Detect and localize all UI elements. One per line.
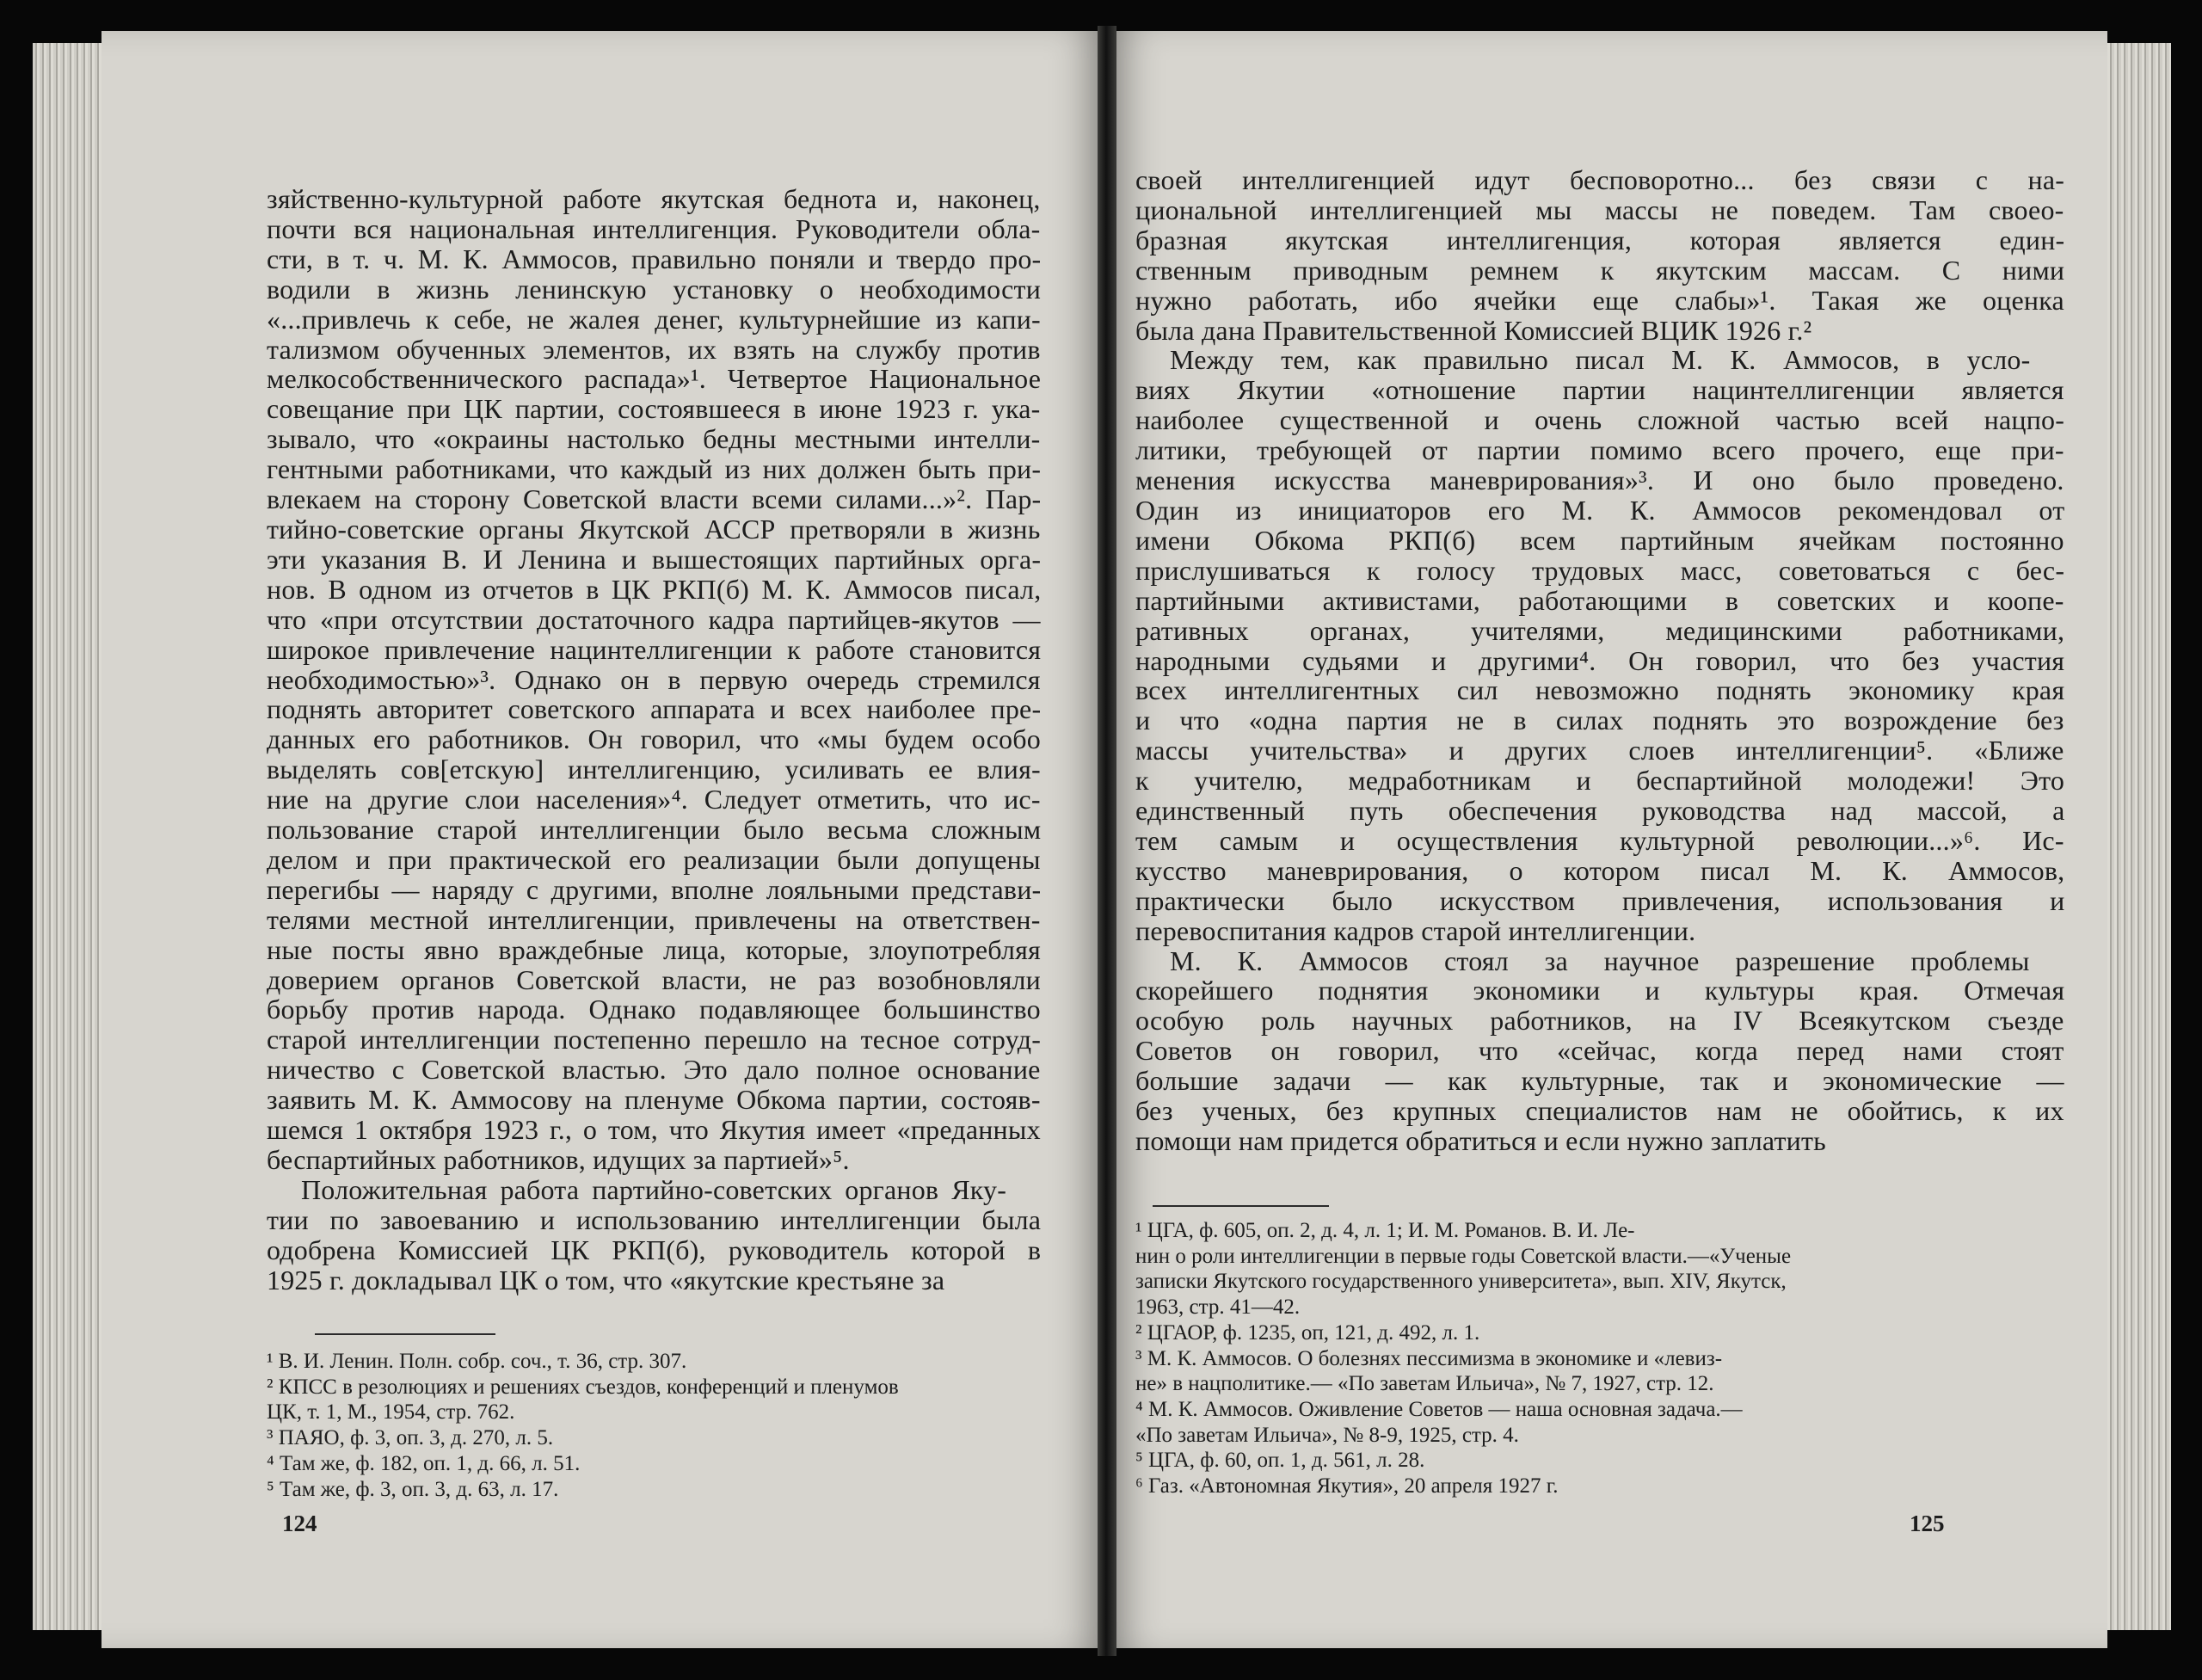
footnote-line: 1963, стр. 41—42.	[1135, 1295, 1301, 1320]
text-line: менения искусства маневрирования»³. И оно было проведено.	[1135, 465, 2064, 496]
footnote-line: ² ЦГАОР, ф. 1235, оп, 121, д. 492, л. 1.	[1135, 1320, 1480, 1345]
text-line: почти вся национальная интеллигенция. Руководители обла-	[267, 212, 1041, 244]
footnote-line: ¹ В. И. Ленин. Полн. собр. соч., т. 36, стр. 307.	[267, 1350, 687, 1373]
text-line: Между тем, как правильно писал М. К. Аммосов, в усло-	[1170, 344, 2031, 376]
page-125	[1110, 31, 2107, 1648]
text-line: литики, требующей от партии помимо всего прочего, еще при-	[1135, 434, 2064, 466]
text-line: Один из инициаторов его М. К. Аммосов рекомендовал от	[1135, 494, 2065, 526]
text-line: зяйственно-культурной работе якутская беднота и, наконец,	[267, 183, 1041, 214]
text-line: борьбу против народа. Однако подавляющее большинство	[267, 994, 1041, 1025]
text-line: своей интеллигенцией идут бесповоротно... без связи с на-	[1135, 164, 2065, 195]
text-line: ние на другие слои населения»⁴. Следует отметить, что ис-	[267, 784, 1041, 815]
text-line: кусство маневрирования, о котором писал М. К. Аммосов,	[1135, 854, 2065, 886]
right-footnote-rule	[1153, 1205, 1329, 1207]
footnote-line: записки Якутского государственного университета», вып. XIV, Якутск,	[1135, 1270, 1787, 1294]
text-line: ственным приводным ремнем к якутским массам. С ними	[1135, 254, 2065, 286]
text-line: тии по завоеванию и использованию интеллигенции была	[267, 1203, 1042, 1235]
footnote-line: ЦК, т. 1, М., 1954, стр. 762.	[267, 1400, 515, 1425]
text-line: прислушиваться к голосу трудовых масс, советоваться с бес-	[1135, 554, 2065, 586]
text-line: партийными активистами, работающими в советских и коопе-	[1135, 584, 2064, 616]
footnote-line: нин о роли интеллигенции в первые годы Советской власти.—«Ученые	[1135, 1244, 1792, 1268]
text-line: пользование старой интеллигенции было весьма сложным	[267, 814, 1042, 846]
text-line: «...привлечь к себе, не жалея денег, культурнейшие из капи-	[267, 303, 1041, 335]
text-line: гентными работниками, что каждый из них должен быть при-	[267, 453, 1042, 485]
footnote-line: ⁵ Там же, ф. 3, оп. 3, д. 63, л. 17.	[267, 1477, 559, 1501]
left-footnotes	[267, 1349, 899, 1502]
text-line: ничество с Советской властью. Это дало полное основание	[267, 1054, 1041, 1086]
text-line: ративных органах, учителями, медицинскими работниками,	[1135, 614, 2065, 646]
text-line: наиболее существенной и очень сложной частью всей нацпо-	[1135, 404, 2065, 436]
text-line: к учителю, медработникам и беспартийной молодежи! Это	[1135, 765, 2065, 797]
text-line: доверием органов Советской власти, не раз возобновляли	[267, 963, 1042, 995]
text-line: особую роль научных работников, на IV Всеякутском съезде	[1135, 1005, 2064, 1037]
text-line: и что «одна партия не в силах поднять это возрождение без	[1135, 705, 2064, 736]
text-line: перегибы — наряду с другими, вполне лояльными представи-	[267, 873, 1042, 905]
book-gutter	[1098, 26, 1116, 1656]
text-line: 1925 г. докладывал ЦК о том, что «якутские крестьяне за	[267, 1264, 945, 1295]
text-line: ные посты явно враждебные лица, которые, злоупотребляя	[267, 933, 1041, 965]
footnote-line: ¹ ЦГА, ф. 605, оп. 2, д. 4, л. 1; И. М. Романов. В. И. Ле-	[1135, 1219, 1635, 1242]
text-line: старой интеллигенции постепенно перешло на тесное сотруд-	[267, 1024, 1042, 1055]
text-line: тийно-советские органы Якутской АССР претворяли в жизнь	[267, 513, 1041, 545]
right-body-text	[1135, 165, 2064, 1156]
footnote-line: ³ ПАЯО, ф. 3, оп. 3, д. 270, л. 5.	[267, 1426, 554, 1450]
text-line: поднять авторитет советского аппарата и всех наиболее пре-	[267, 693, 1042, 725]
text-line: шемся 1 октября 1923 г., о том, что Якутия имеет «преданных	[267, 1114, 1041, 1146]
footnote-line: не» в нацполитике.— «По заветам Ильича», № 7, 1927, стр. 12.	[1135, 1372, 1714, 1396]
text-line: единственный путь обеспечения руководства над массой, а	[1135, 795, 2065, 827]
footnote-line: ⁴ Там же, ф. 182, оп. 1, д. 66, л. 51.	[267, 1451, 581, 1475]
text-line: без ученых, без крупных специалистов нам не обойтись, к их	[1135, 1095, 2064, 1127]
text-line: была дана Правительственной Комиссией ВЦИК 1926 г.²	[1135, 314, 1812, 346]
right-page-number: 125	[1910, 1511, 1945, 1536]
footnote-line: «По заветам Ильича», № 8-9, 1925, стр. 4.	[1135, 1423, 1519, 1447]
text-line: телями местной интеллигенции, привлечены на ответствен-	[267, 903, 1041, 935]
left-footnote-rule	[315, 1333, 495, 1335]
left-page-number: 124	[282, 1511, 317, 1536]
text-line: зывало, что «окраины настолько бедны местными интелли-	[267, 423, 1041, 455]
footnote-line: ⁵ ЦГА, ф. 60, оп. 1, д. 561, л. 28.	[1135, 1449, 1425, 1473]
text-line: помощи нам придется обратиться и если нужно заплатить	[1135, 1125, 1826, 1156]
text-line: сти, в т. ч. М. К. Аммосов, правильно поняли и твердо про-	[267, 243, 1042, 274]
text-line: бразная якутская интеллигенция, которая является един-	[1135, 224, 2065, 255]
text-line: совещание при ЦК партии, состоявшееся в июне 1923 г. ука-	[267, 393, 1041, 425]
text-line: данных его работников. Он говорил, что «мы будем особо	[267, 723, 1041, 755]
text-line: Советов он говорил, что «сейчас, когда перед нами стоят	[1135, 1035, 2064, 1067]
text-line: беспартийных работников, идущих за партией»⁵.	[267, 1144, 850, 1175]
text-line: нужно работать, ибо ячейки еще слабы»¹. Такая же оценка	[1135, 284, 2064, 316]
text-line: М. К. Аммосов стоял за научное разрешение проблемы	[1170, 945, 2030, 976]
text-line: широкое привлечение нацинтеллигенции к работе становится	[267, 633, 1042, 665]
page-124	[101, 31, 1104, 1648]
text-line: перевоспитания кадров старой интеллигенции.	[1135, 914, 1696, 946]
text-line: тем самым и осуществления культурной революции...»⁶. Ис-	[1135, 824, 2064, 856]
text-line: тализмом обученных элементов, их взять на службу против	[267, 333, 1041, 365]
text-line: всех интеллигентных сил невозможно поднять экономику края	[1135, 674, 2065, 706]
text-line: что «при отсутствии достаточного кадра партийцев-якутов —	[267, 603, 1041, 635]
text-line: эти указания В. И Ленина и вышестоящих партийных орга-	[267, 543, 1042, 575]
text-line: большие задачи — как культурные, так и экономические —	[1135, 1065, 2064, 1097]
text-line: Положительная работа партийно-советских органов Яку-	[301, 1173, 1007, 1205]
footnote-line: ³ М. К. Аммосов. О болезнях пессимизма в экономике и «левиз-	[1135, 1346, 1723, 1370]
text-line: необходимостью»³. Однако он в первую очередь стремился	[267, 663, 1041, 695]
text-line: нов. В одном из отчетов в ЦК РКП(б) М. К. Аммосов писал,	[267, 573, 1042, 605]
text-line: имени Обкома РКП(б) всем партийным ячейкам постоянно	[1135, 524, 2064, 556]
right-footnotes	[1135, 1218, 1791, 1499]
text-line: массы учительства» и других слоев интеллигенции⁵. «Ближе	[1135, 735, 2064, 766]
text-line: заявить М. К. Аммосову на пленуме Обкома партии, состояв-	[267, 1084, 1041, 1116]
text-line: одобрена Комиссией ЦК РКП(б), руководитель которой в	[267, 1234, 1042, 1265]
text-line: делом и при практической его реализации были допущены	[267, 843, 1041, 875]
right-page-edges	[2101, 43, 2171, 1630]
left-body-text	[267, 184, 1041, 1295]
footnote-line: ⁶ Газ. «Автономная Якутия», 20 апреля 1927 г.	[1135, 1474, 1559, 1498]
text-line: скорейшего поднятия экономики и культуры края. Отмечая	[1135, 975, 2065, 1006]
text-line: практически было искусством привлечения, использования и	[1135, 884, 2065, 916]
footnote-line: ⁴ М. К. Аммосов. Оживление Советов — наша основная задача.—	[1135, 1397, 1743, 1421]
footnote-line: ² КПСС в резолюциях и решениях съездов, конференций и пленумов	[267, 1375, 899, 1399]
text-line: водили в жизнь ленинскую установку о необходимости	[267, 273, 1042, 305]
left-page-edges	[33, 43, 110, 1630]
text-line: народными судьями и другими⁴. Он говорил, что без участия	[1135, 644, 2065, 676]
text-line: влекаем на сторону Советской власти всеми силами...»². Пар-	[267, 483, 1042, 515]
text-line: мелкособственнического распада»¹. Четвертое Национальное	[267, 363, 1042, 395]
text-line: выделять сов[етскую] интеллигенцию, усиливать ее влия-	[267, 754, 1041, 785]
text-line: виях Якутии «отношение партии нацинтеллигенции является	[1135, 374, 2064, 406]
text-line: циональной интеллигенцией мы массы не поведем. Там своео-	[1135, 194, 2064, 225]
